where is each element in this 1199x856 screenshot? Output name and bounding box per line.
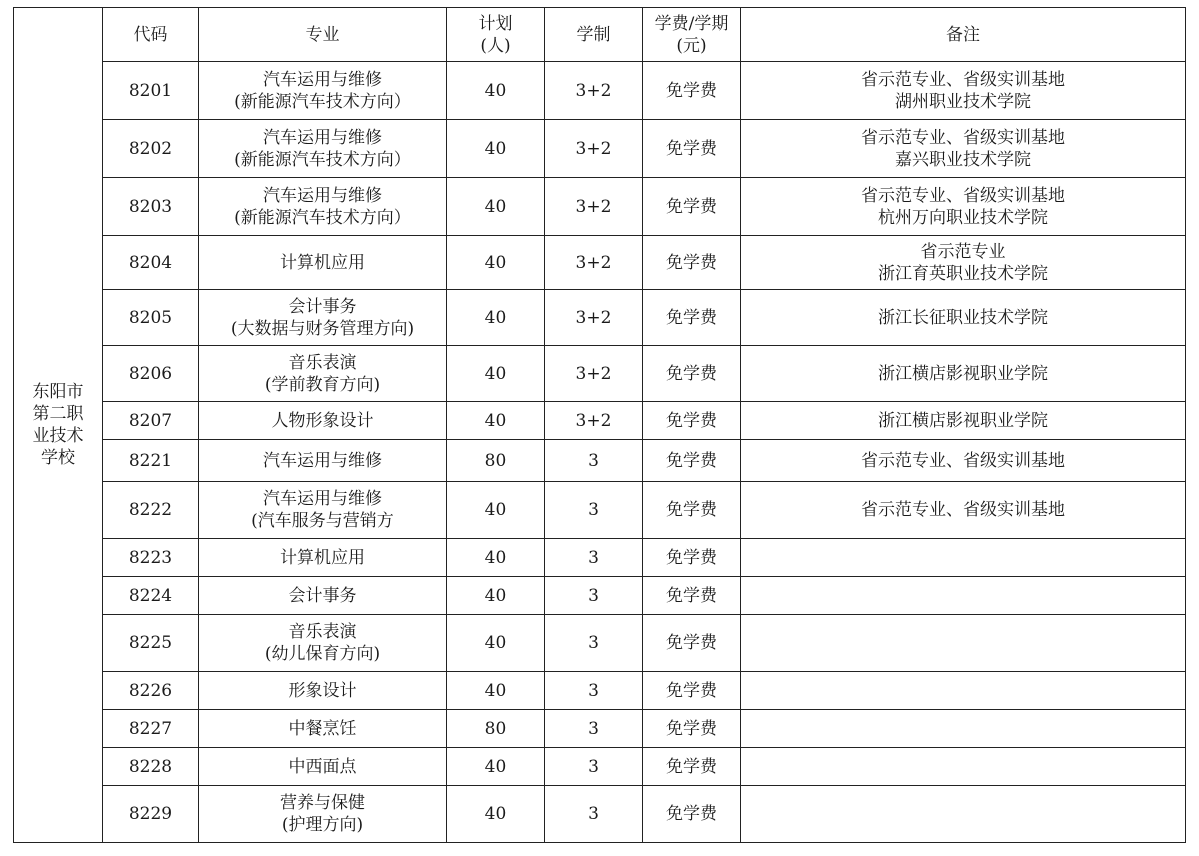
table-body — [14, 8, 1186, 843]
major-cell-line: 音乐表演 — [288, 622, 357, 642]
header-plan: 计划 (人) — [447, 8, 545, 62]
major-cell-line: 计算机应用 — [280, 547, 365, 568]
major-cell — [199, 402, 447, 440]
plan-cell: 40 — [447, 786, 545, 843]
major-cell-line: 汽车运用与维修 — [263, 185, 382, 206]
plan-cell: 40 — [447, 539, 545, 577]
major-cell — [199, 62, 447, 120]
note-cell-line: 省示范专业、省级实训基地 — [861, 185, 1065, 206]
note-cell-line: 省示范专业 — [920, 241, 1006, 262]
plan-cell: 80 — [447, 440, 545, 482]
fee-cell: 免学费 — [643, 577, 741, 615]
major-cell-line: 汽车运用与维修 — [263, 450, 382, 471]
plan-cell: 40 — [447, 577, 545, 615]
plan-cell: 40 — [447, 290, 545, 346]
years-cell: 3+2 — [545, 178, 643, 236]
major-cell — [199, 236, 447, 290]
enrollment-table — [13, 7, 1186, 843]
note-cell-line: 浙江育英职业技术学院 — [878, 263, 1048, 284]
table-row — [14, 615, 1186, 672]
years-cell: 3 — [545, 577, 643, 615]
years-cell: 3 — [545, 615, 643, 672]
note-cell-line: 浙江横店影视职业学院 — [878, 363, 1048, 384]
school-name-line: 东阳市 — [32, 382, 84, 402]
fee-cell: 免学费 — [643, 672, 741, 710]
table-row — [14, 577, 1186, 615]
table-row — [14, 120, 1186, 178]
header-years: 学制 — [545, 8, 643, 62]
major-cell-line: 会计事务 — [288, 296, 357, 317]
major-cell-line: 汽车运用与维修 — [263, 69, 382, 90]
note-cell-line: 湖州职业技术学院 — [895, 91, 1031, 112]
fee-cell: 免学费 — [643, 710, 741, 748]
note-cell — [741, 346, 1186, 402]
note-cell-line: 省示范专业、省级实训基地 — [861, 500, 1065, 520]
years-cell: 3+2 — [545, 236, 643, 290]
plan-cell: 40 — [447, 120, 545, 178]
major-cell — [199, 672, 447, 710]
note-cell — [741, 786, 1186, 843]
code-cell: 8202 — [103, 120, 199, 178]
major-cell — [199, 120, 447, 178]
code-cell: 8224 — [103, 577, 199, 615]
note-cell — [741, 178, 1186, 236]
major-cell-line: (学前教育方向) — [264, 374, 381, 395]
years-cell: 3 — [545, 539, 643, 577]
plan-cell: 40 — [447, 482, 545, 539]
years-cell: 3 — [545, 748, 643, 786]
major-cell-line: 人物形象设计 — [271, 410, 374, 431]
code-cell: 8228 — [103, 748, 199, 786]
major-cell — [199, 290, 447, 346]
major-cell — [199, 710, 447, 748]
major-cell — [199, 615, 447, 672]
major-cell-line: 汽车运用与维修 — [263, 489, 382, 509]
major-cell — [199, 539, 447, 577]
header-major: 专业 — [199, 8, 447, 62]
fee-cell: 免学费 — [643, 178, 741, 236]
note-cell-line: 浙江横店影视职业学院 — [878, 410, 1048, 431]
major-cell-line: (新能源汽车技术方向） — [234, 207, 411, 228]
years-cell: 3+2 — [545, 346, 643, 402]
plan-cell: 40 — [447, 236, 545, 290]
note-cell — [741, 236, 1186, 290]
major-cell — [199, 440, 447, 482]
table-row — [14, 62, 1186, 120]
major-cell-line: (新能源汽车技术方向） — [234, 91, 411, 112]
major-cell-line: 会计事务 — [288, 585, 357, 606]
note-cell-line: 杭州万向职业技术学院 — [878, 207, 1048, 228]
plan-cell: 40 — [447, 672, 545, 710]
code-cell: 8229 — [103, 786, 199, 843]
table-row — [14, 482, 1186, 539]
fee-cell: 免学费 — [643, 482, 741, 539]
major-cell-line: (汽车服务与营销方 — [251, 511, 394, 531]
years-cell: 3 — [545, 482, 643, 539]
code-cell: 8201 — [103, 62, 199, 120]
code-cell: 8207 — [103, 402, 199, 440]
code-cell: 8204 — [103, 236, 199, 290]
code-cell: 8206 — [103, 346, 199, 402]
fee-cell: 免学费 — [643, 786, 741, 843]
table-row — [14, 672, 1186, 710]
major-cell-line: (护理方向) — [281, 815, 364, 835]
note-cell — [741, 120, 1186, 178]
plan-cell: 40 — [447, 748, 545, 786]
school-name-cell — [14, 8, 103, 843]
major-cell-line: (新能源汽车技术方向） — [234, 149, 411, 170]
years-cell: 3+2 — [545, 120, 643, 178]
note-cell — [741, 482, 1186, 539]
note-cell-line: 省示范专业、省级实训基地 — [861, 127, 1065, 148]
major-cell-line: 汽车运用与维修 — [263, 127, 382, 148]
major-cell-line: 中餐烹饪 — [288, 718, 357, 739]
major-cell-line: 营养与保健 — [280, 793, 365, 813]
table-row — [14, 710, 1186, 748]
plan-cell: 40 — [447, 402, 545, 440]
note-cell — [741, 440, 1186, 482]
code-cell: 8227 — [103, 710, 199, 748]
note-cell — [741, 710, 1186, 748]
header-code: 代码 — [103, 8, 199, 62]
table-row — [14, 440, 1186, 482]
code-cell: 8222 — [103, 482, 199, 539]
note-cell — [741, 577, 1186, 615]
plan-cell: 40 — [447, 62, 545, 120]
code-cell: 8205 — [103, 290, 199, 346]
header-row — [14, 8, 1186, 62]
fee-cell: 免学费 — [643, 346, 741, 402]
table-row — [14, 290, 1186, 346]
code-cell: 8221 — [103, 440, 199, 482]
plan-cell: 40 — [447, 615, 545, 672]
note-cell-line: 省示范专业、省级实训基地 — [861, 450, 1065, 471]
school-name-line: 第二职 — [32, 404, 84, 424]
table-row — [14, 402, 1186, 440]
major-cell-line: 中西面点 — [288, 756, 357, 777]
years-cell: 3 — [545, 672, 643, 710]
table-row — [14, 346, 1186, 402]
fee-cell: 免学费 — [643, 120, 741, 178]
table-row — [14, 178, 1186, 236]
fee-cell: 免学费 — [643, 290, 741, 346]
years-cell: 3+2 — [545, 62, 643, 120]
school-name-line: 学校 — [41, 448, 75, 468]
note-cell-line: 省示范专业、省级实训基地 — [861, 69, 1065, 90]
table-row — [14, 748, 1186, 786]
header-note: 备注 — [741, 8, 1186, 62]
major-cell-line: 形象设计 — [288, 680, 357, 701]
fee-cell: 免学费 — [643, 236, 741, 290]
table-row — [14, 539, 1186, 577]
code-cell: 8226 — [103, 672, 199, 710]
header-fee: 学费/学期 (元) — [643, 8, 741, 62]
major-cell — [199, 178, 447, 236]
note-cell-line: 嘉兴职业技术学院 — [895, 149, 1031, 170]
note-cell — [741, 615, 1186, 672]
major-cell — [199, 577, 447, 615]
major-cell-line: (幼儿保育方向) — [264, 644, 381, 664]
code-cell: 8223 — [103, 539, 199, 577]
table-row — [14, 786, 1186, 843]
major-cell-line: (大数据与财务管理方向) — [230, 318, 415, 339]
major-cell-line: 计算机应用 — [280, 252, 365, 273]
years-cell: 3 — [545, 786, 643, 843]
note-cell — [741, 62, 1186, 120]
note-cell — [741, 402, 1186, 440]
fee-cell: 免学费 — [643, 539, 741, 577]
fee-cell: 免学费 — [643, 402, 741, 440]
fee-cell: 免学费 — [643, 615, 741, 672]
years-cell: 3 — [545, 440, 643, 482]
note-cell — [741, 748, 1186, 786]
major-cell — [199, 346, 447, 402]
major-cell-line: 音乐表演 — [288, 352, 357, 373]
years-cell: 3+2 — [545, 290, 643, 346]
fee-cell: 免学费 — [643, 440, 741, 482]
code-cell: 8203 — [103, 178, 199, 236]
table-row — [14, 236, 1186, 290]
major-cell — [199, 482, 447, 539]
code-cell: 8225 — [103, 615, 199, 672]
note-cell — [741, 290, 1186, 346]
note-cell — [741, 672, 1186, 710]
note-cell-line: 浙江长征职业技术学院 — [878, 307, 1048, 328]
plan-cell: 40 — [447, 346, 545, 402]
fee-cell: 免学费 — [643, 62, 741, 120]
years-cell: 3 — [545, 710, 643, 748]
plan-cell: 80 — [447, 710, 545, 748]
years-cell: 3+2 — [545, 402, 643, 440]
note-cell — [741, 539, 1186, 577]
major-cell — [199, 786, 447, 843]
plan-cell: 40 — [447, 178, 545, 236]
major-cell — [199, 748, 447, 786]
school-name-line: 业技术 — [32, 426, 84, 446]
fee-cell: 免学费 — [643, 748, 741, 786]
